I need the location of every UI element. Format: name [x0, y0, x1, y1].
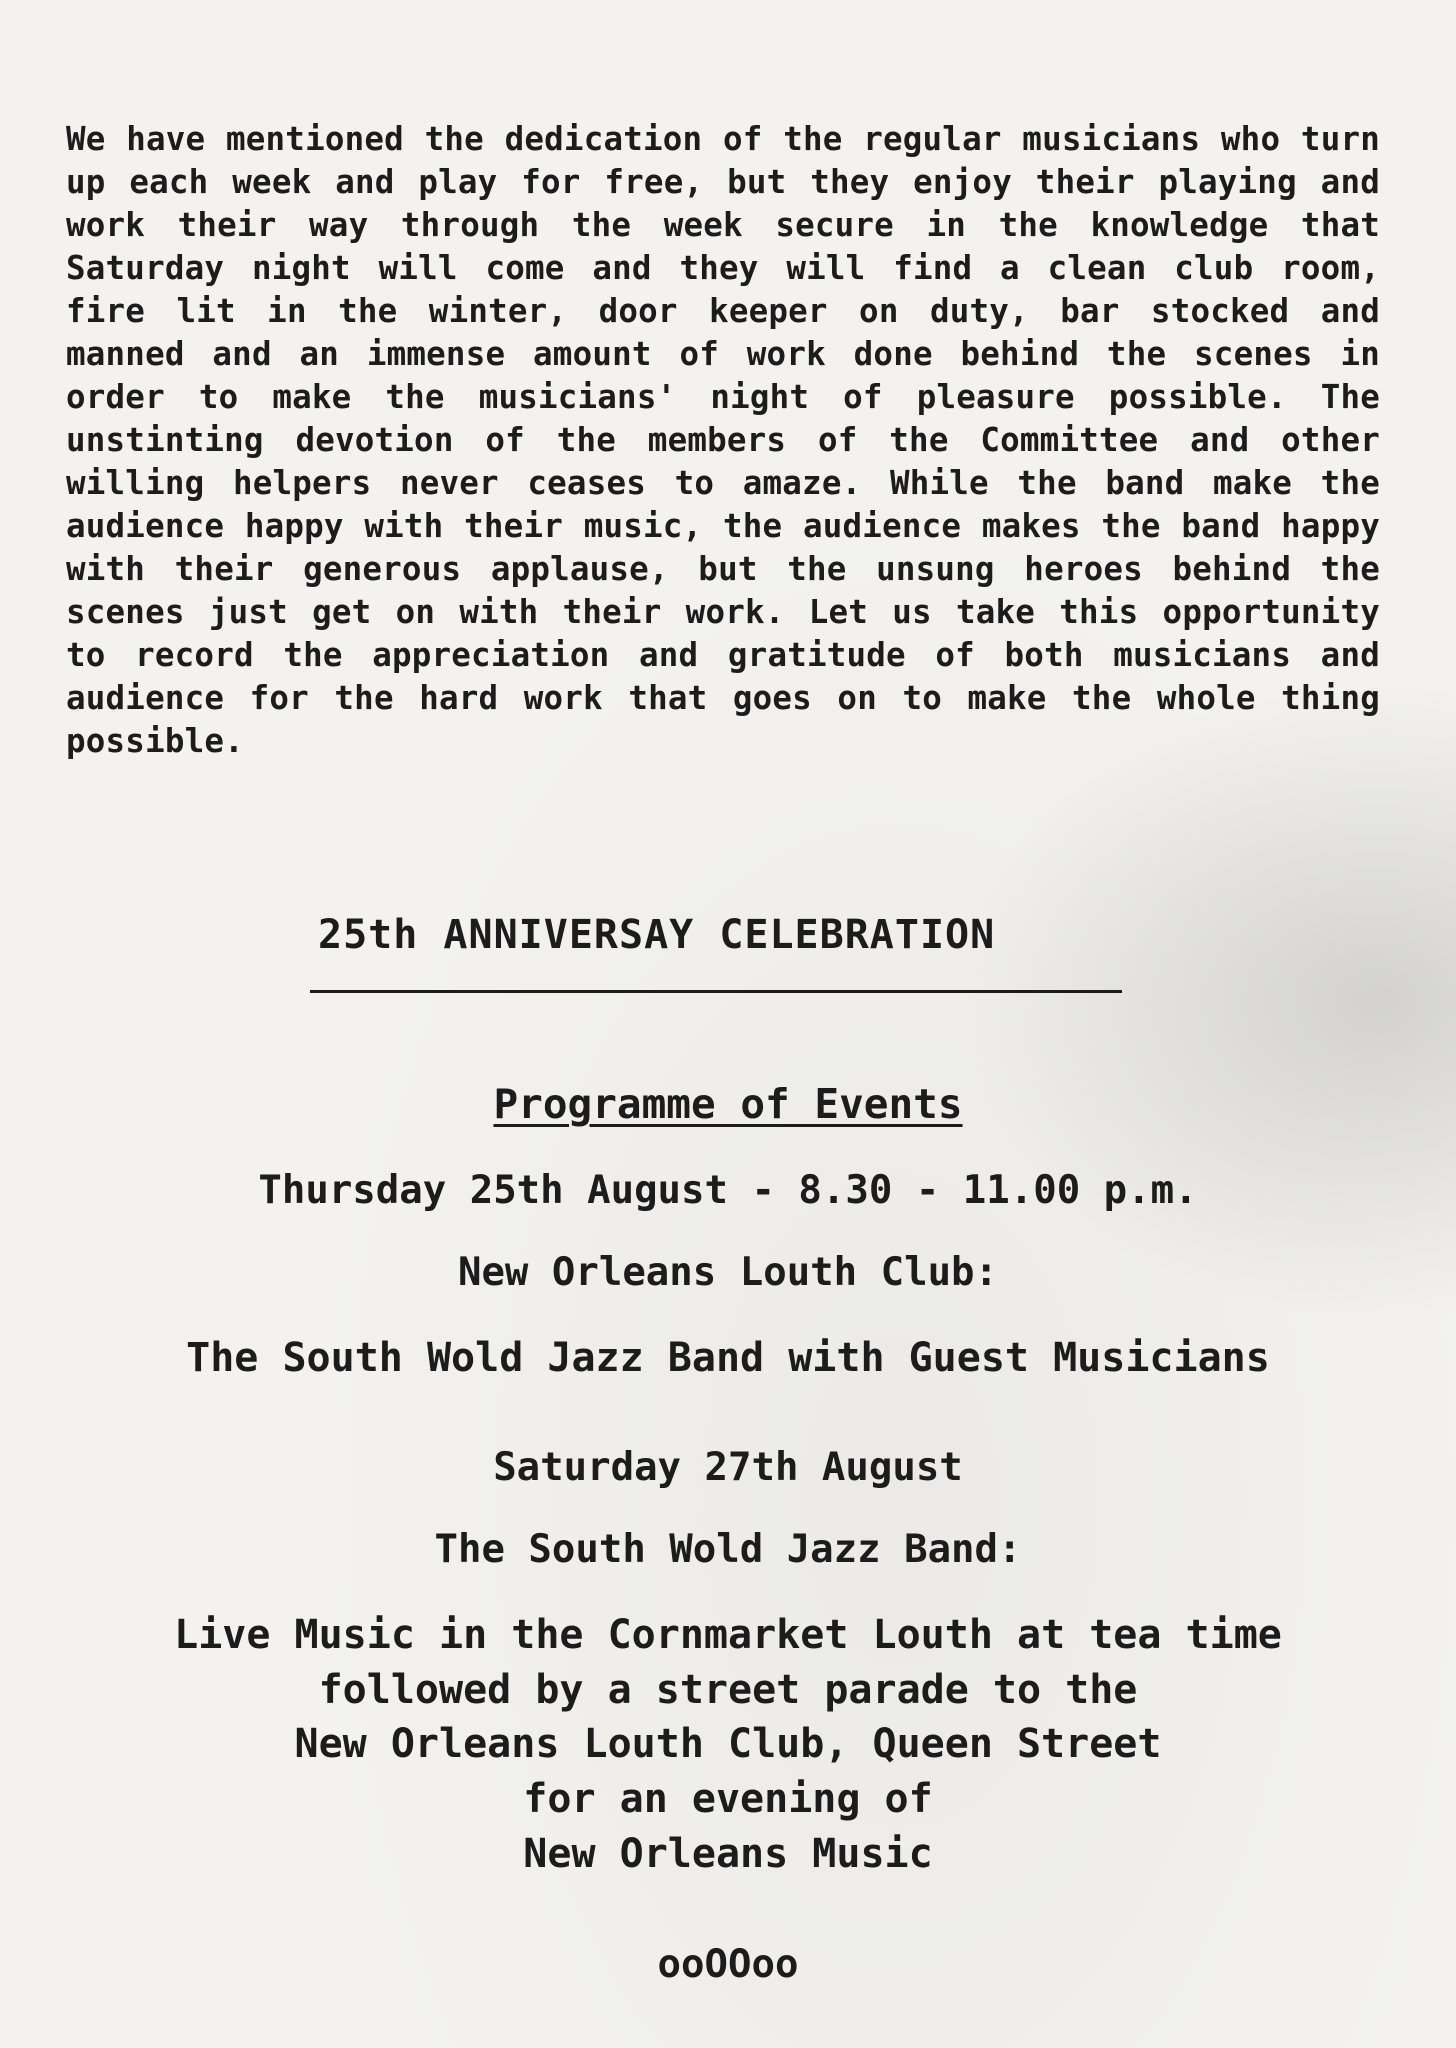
intro-paragraph: We have mentioned the dedication of the regular musicians who turn up each week and play for free, but they enjoy their playing and work their way through the week secure in the knowledge that Saturday night will come and they will find a clean club room, fire lit in the winter, door keeper on duty, bar stocked and manned and an immense amount of work done behind the scenes in order to make the musicians' night of pleasure possible. The unstinting devotion of the members of the Committee and other willing helpers never ceases to amaze. While the band make the audience happy with their music, the audience makes the band happy with their generous applause, but the unsung heroes behind the scenes just get on with their work. Let us take this opportunity to record the appreciation and gratitude of both musicians and audience for the hard work that goes on to make the whole thing possible.	[66, 120, 1380, 760]
saturday-detail-line: Live Music in the Cornmarket Louth at tea time	[174, 1612, 1282, 1658]
heading-underline	[310, 990, 1122, 993]
thursday-performers: The South Wold Jazz Band with Guest Musicians	[186, 1335, 1270, 1381]
saturday-detail-line: New Orleans Louth Club, Queen Street	[294, 1721, 1162, 1767]
saturday-detail-line: for an evening of	[523, 1776, 933, 1822]
saturday-detail-line: New Orleans Music	[523, 1831, 933, 1877]
celebration-heading: 25th ANNIVERSAY CELEBRATION	[318, 912, 996, 958]
programme-heading-text: Programme of Events	[493, 1080, 963, 1128]
thursday-date-time: Thursday 25th August - 8.30 - 11.00 p.m.	[258, 1168, 1198, 1213]
programme-heading	[0, 1080, 1456, 1128]
saturday-date: Saturday 27th August	[493, 1445, 963, 1490]
saturday-band: The South Wold Jazz Band:	[434, 1527, 1022, 1572]
saturday-detail-line: followed by a street parade to the	[318, 1667, 1138, 1713]
end-mark: ooOOoo	[657, 1942, 799, 1987]
thursday-venue: New Orleans Louth Club:	[457, 1250, 999, 1295]
